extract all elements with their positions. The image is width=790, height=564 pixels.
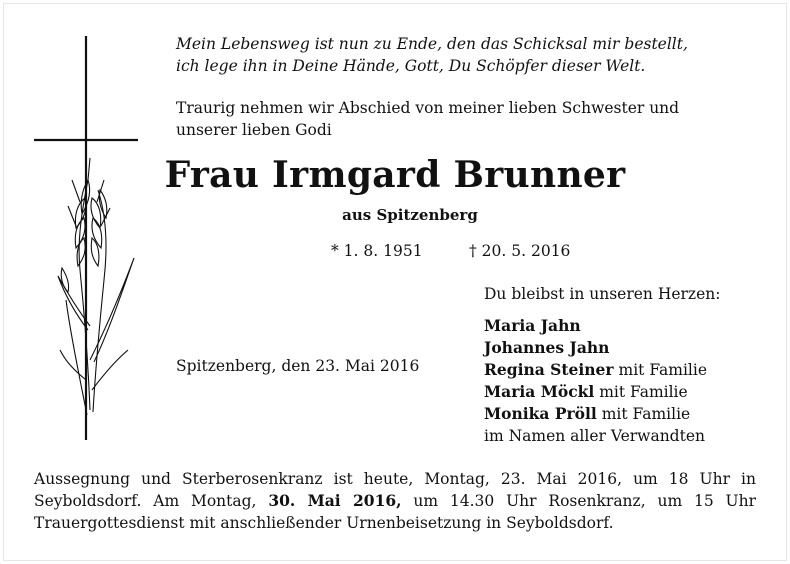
mourner-suffix: mit Familie <box>596 405 691 423</box>
service-date-bold: 30. Mai 2016, <box>268 491 402 510</box>
verse-line-2: ich lege ihn in Deine Hände, Gott, Du Schöpfer dieser Welt. <box>176 57 646 75</box>
mourner-name: Maria Möckl <box>484 382 595 401</box>
birth-date: * 1. 8. 1951 <box>331 242 423 260</box>
service-text-2: um 14.30 Uhr Rosenkranz, um 15 Uhr Trauergottesdienst mit anschließender Urnenbeisetzung in Seyboldsdorf. <box>34 492 757 532</box>
mourner-suffix: mit Familie <box>613 361 708 379</box>
mourner-entry <box>484 403 707 425</box>
intro-line-1: Traurig nehmen wir Abschied von meiner lieben Schwester und <box>176 99 680 117</box>
mourner-name: Johannes Jahn <box>484 338 610 357</box>
cross-with-wheat <box>30 30 150 450</box>
service-details <box>34 468 756 534</box>
mourner-name: Monika Pröll <box>484 404 597 423</box>
mourners-list <box>484 315 707 447</box>
verse-line-1: Mein Lebensweg ist nun zu Ende, den das Schicksal mir bestellt, <box>176 35 688 53</box>
service-text-1: Aussegnung und Sterberosenkranz ist heute, Montag, 23. Mai 2016, um 18 Uhr in Seyboldsdorf. Am Montag, <box>34 470 756 510</box>
deceased-name: Frau Irmgard Brunner <box>164 154 626 196</box>
mourner-entry <box>484 381 707 403</box>
farewell-line: Du bleibst in unseren Herzen: <box>484 285 721 303</box>
place-date: Spitzenberg, den 23. Mai 2016 <box>176 357 420 375</box>
intro-line-2: unserer lieben Godi <box>176 121 332 139</box>
intro-text <box>176 97 679 141</box>
death-date: † 20. 5. 2016 <box>469 242 571 260</box>
mourner-entry <box>484 359 707 381</box>
mourners-closing: im Namen aller Verwandten <box>484 427 705 445</box>
mourner-entry <box>484 315 707 337</box>
deceased-origin: aus Spitzenberg <box>342 206 478 224</box>
mourner-name: Maria Jahn <box>484 316 581 335</box>
verse <box>176 33 688 77</box>
mourner-suffix: mit Familie <box>594 383 688 401</box>
mourner-entry <box>484 337 707 359</box>
mourner-name: Regina Steiner <box>484 360 614 379</box>
